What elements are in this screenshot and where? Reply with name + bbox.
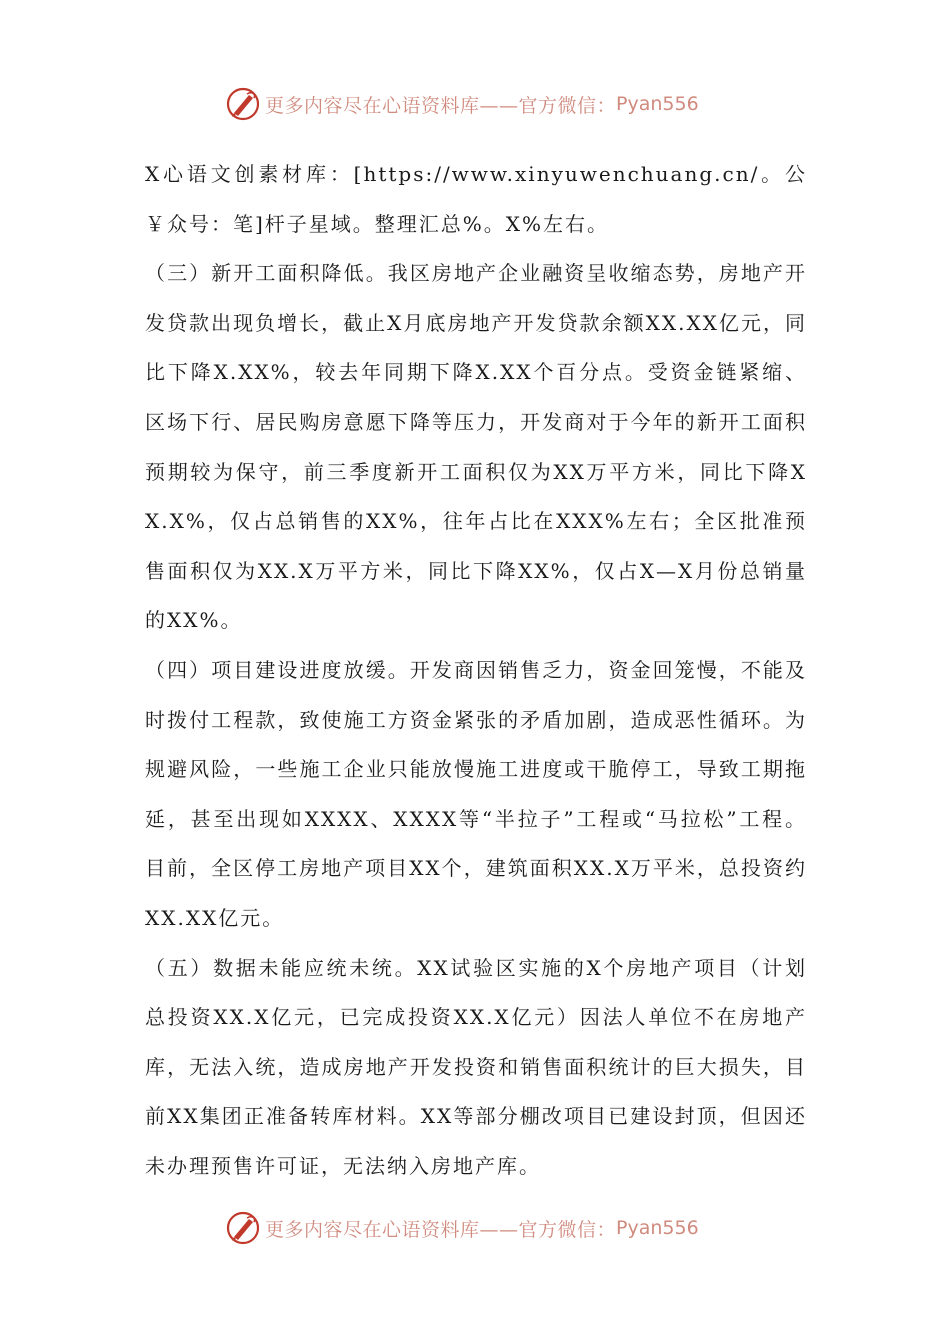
- pen-logo-icon: [225, 86, 261, 122]
- paragraph-section-5: （五）数据未能应统未统。XX试验区实施的X个房地产项目（计划总投资XX.X亿元，已完成投资XX.X亿元）因法人单位不在房地产库，无法入统，造成房地产开发投资和销售面积统计的巨大损失，目前XX集团正准备转库材料。XX等部分棚改项目已建设封顶，但因还未办理预售许可证，无法纳入房地产库。: [145, 955, 807, 1178]
- pen-logo-icon: [225, 1210, 261, 1246]
- paragraph-section-4: （四）项目建设进度放缓。开发商因销售乏力，资金回笼慢，不能及时拨付工程款，致使施工方资金紧张的矛盾加剧，造成恶性循环。为规避风险，一些施工企业只能放慢施工进度或干脆停工，导致工期拖延，甚至出现如XXXX、XXXX等“半拉子”工程或“马拉松”工程。目前，全区停工房地产项目XX个，建筑面积XX.X万平米，总投资约XX.XX亿元。: [145, 657, 807, 930]
- paragraph-intro: X心语文创素材库：[https://www.xinyuwenchuang.cn/。公￥众号：笔]杆子星域。整理汇总%。X%左右。: [145, 162, 807, 236]
- banner-brand-text: 更多内容尽在心语资料库——官方微信：: [265, 94, 617, 117]
- banner-wechat-id: Pyan556: [616, 1217, 699, 1239]
- header-banner: [225, 84, 699, 124]
- document-body: [145, 150, 807, 1191]
- footer-banner: [225, 1208, 699, 1248]
- paragraph-section-3: （三）新开工面积降低。我区房地产企业融资呈收缩态势，房地产开发贷款出现负增长，截止X月底房地产开发贷款余额XX.XX亿元，同比下降X.XX%，较去年同期下降X.XX个百分点。受资金链紧缩、区场下行、居民购房意愿下降等压力，开发商对于今年的新开工面积预期较为保守，前三季度新开工面积仅为XX万平方米，同比下降XX.X%，仅占总销售的XX%，往年占比在XXX%左右；全区批准预售面积仅为XX.X万平方米，同比下降XX%，仅占X—X月份总销量的XX%。: [145, 261, 807, 633]
- banner-wechat-id: Pyan556: [616, 93, 699, 115]
- banner-brand-text: 更多内容尽在心语资料库——官方微信：: [265, 1218, 617, 1241]
